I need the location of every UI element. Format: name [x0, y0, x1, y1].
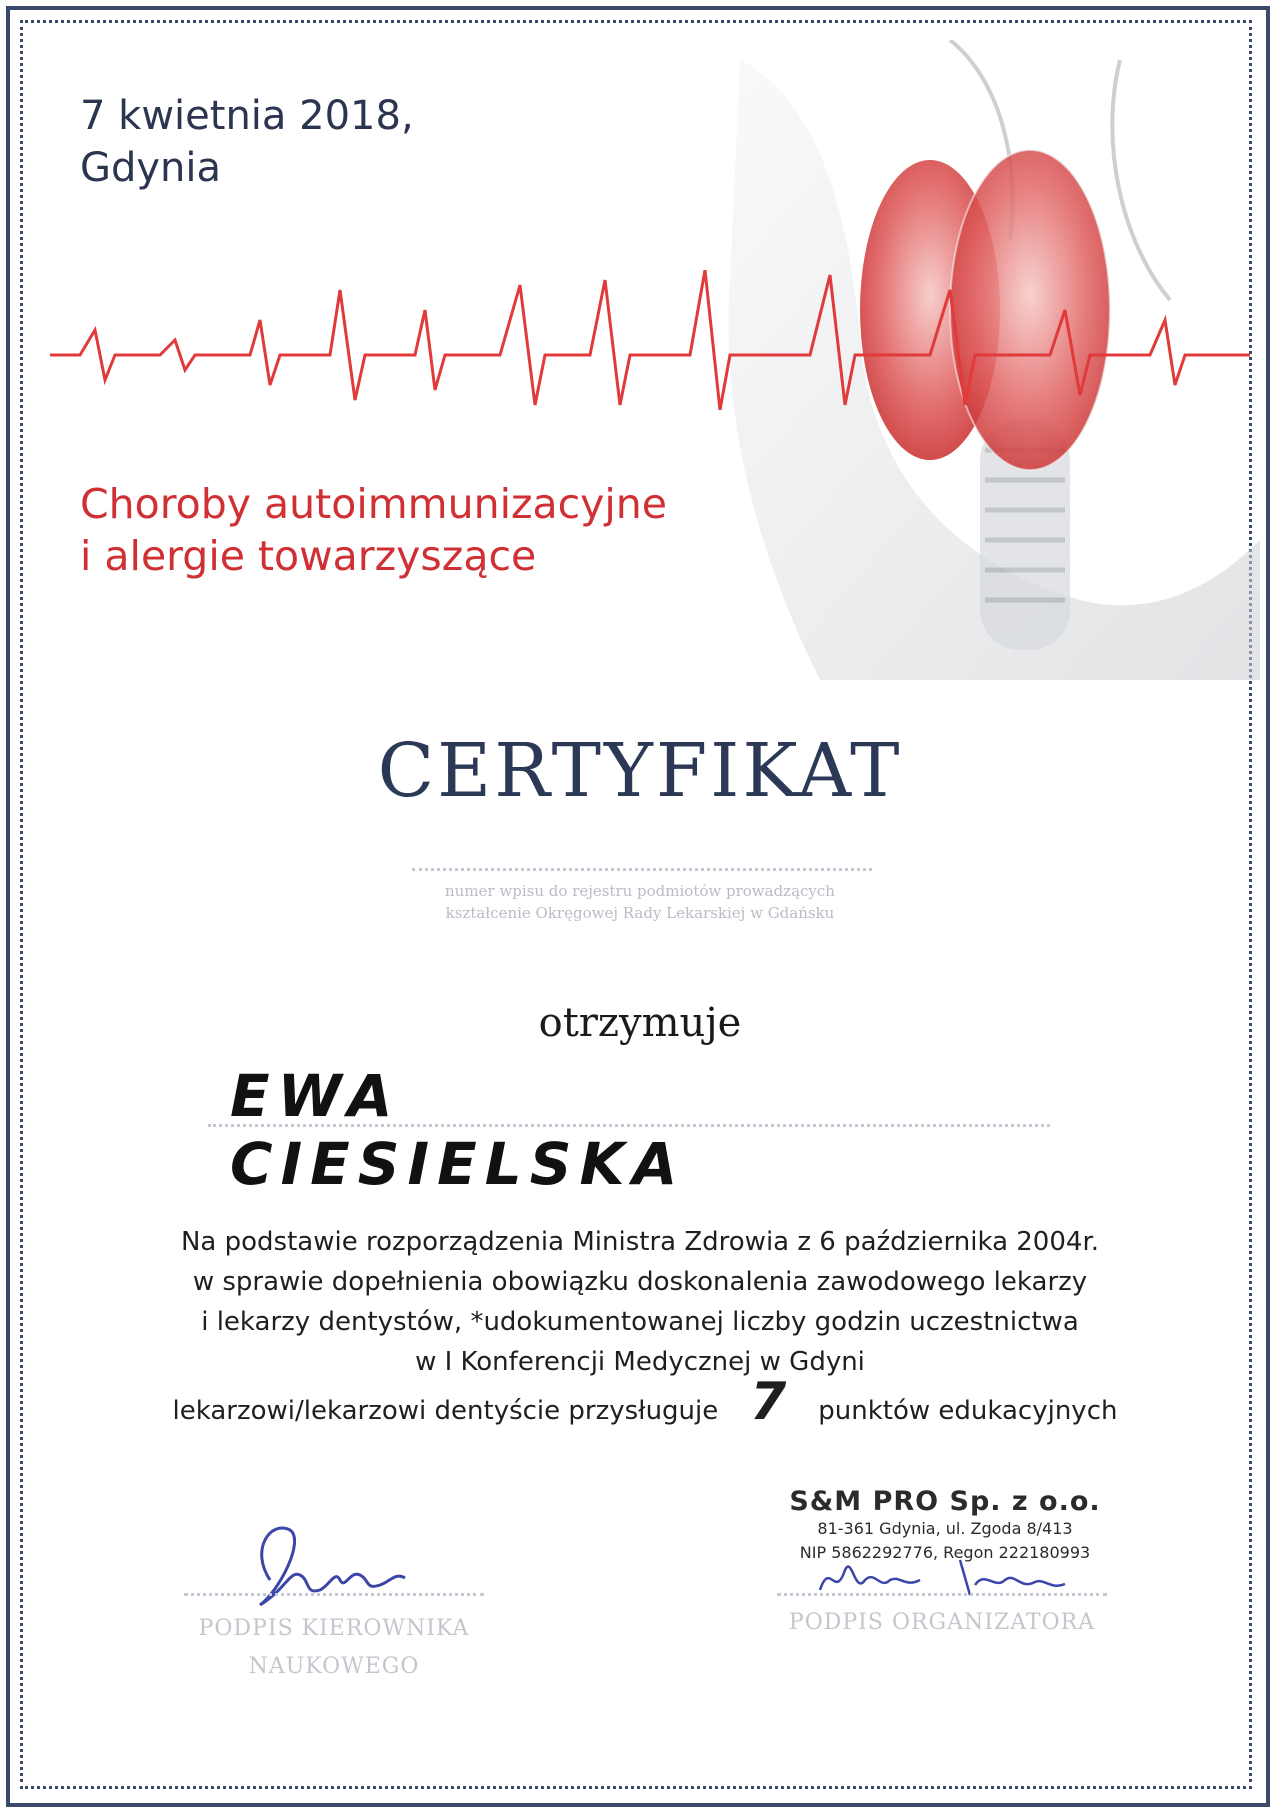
scientific-director-signature-line: [184, 1593, 484, 1596]
event-city: Gdynia: [80, 145, 222, 191]
scientific-director-label: [184, 1610, 484, 1686]
points-prefix: lekarzowi/lekarzowi dentyście przysługuje: [172, 1396, 719, 1426]
date-place: [80, 90, 414, 194]
registry-caption: [0, 880, 1280, 924]
points-suffix: punktów edukacyjnych: [818, 1396, 1118, 1426]
points-statement: [90, 1372, 1200, 1432]
scientific-director-label-line1: PODPIS KIEROWNIKA: [198, 1616, 470, 1641]
certificate-body: [0, 1222, 1280, 1382]
organizer-label: PODPIS ORGANIZATORA: [788, 1610, 1096, 1635]
points-value: 7: [750, 1372, 787, 1432]
recipient-name-line: [208, 1124, 1050, 1127]
ecg-line: [50, 270, 1250, 410]
stamp-ids: NIP 5862292776, Regon 222180993: [799, 1543, 1091, 1562]
receives-label: otrzymuje: [538, 1000, 742, 1046]
event-title-line1: Choroby autoimmunizacyjne: [80, 480, 668, 528]
body-line1: Na podstawie rozporządzenia Ministra Zdrowia z 6 października 2004r.: [180, 1227, 1100, 1257]
registry-number-line: [412, 868, 872, 871]
event-title-line2: i alergie towarzyszące: [80, 532, 537, 580]
organizer-signature-line: [777, 1593, 1107, 1596]
recipient-name: EWA CIESIELSKA: [230, 1062, 686, 1198]
registry-caption-line1: numer wpisu do rejestru podmiotów prowadzących: [445, 882, 835, 900]
body-line4: w I Konferencji Medycznej w Gdyni: [415, 1347, 865, 1377]
body-line2: w sprawie dopełnienia obowiązku doskonalenia zawodowego lekarzy: [192, 1267, 1088, 1297]
event-title: [80, 478, 667, 582]
organizer-signature: [810, 1550, 1110, 1610]
stamp-company: S&M PRO Sp. z o.o.: [789, 1486, 1101, 1517]
scientific-director-label-line2: NAUKOWEGO: [248, 1654, 420, 1679]
scientific-director-signature: [230, 1510, 430, 1620]
registry-caption-line2: kształcenie Okręgowej Rady Lekarskiej w Gdańsku: [445, 904, 835, 922]
certificate-title: CERTYFIKAT: [377, 728, 903, 814]
body-line3: i lekarzy dentystów, *udokumentowanej liczby godzin uczestnictwa: [201, 1307, 1079, 1337]
event-date: 7 kwietnia 2018,: [80, 93, 414, 139]
stamp-address: 81-361 Gdynia, ul. Zgoda 8/413: [817, 1519, 1073, 1538]
